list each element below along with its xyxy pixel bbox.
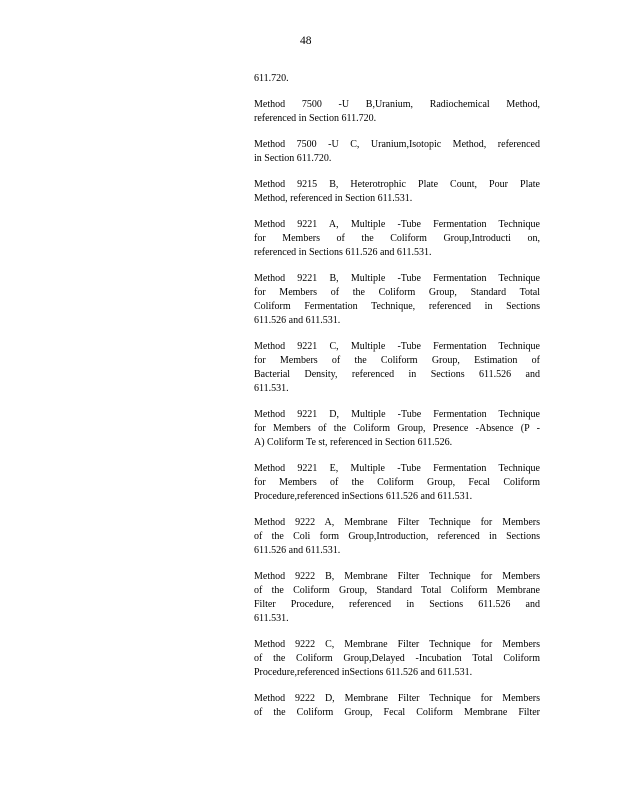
paragraph-line: Procedure,referenced inSections 611.526 and 611.531. [254,667,473,678]
paragraph-line: of the Coliform Group, Fecal Coliform Membrane Filter [254,707,540,718]
paragraph-line: 611.531. [254,613,289,624]
paragraph-line: for Members of the Coliform Group, Standard Total [254,287,540,298]
paragraph-line: Method 9222 D, Membrane Filter Technique for Members [254,693,540,704]
paragraph-line: Method 9222 B, Membrane Filter Technique for Members [254,571,540,582]
paragraph-line: Method 9221 C, Multiple -Tube Fermentation Technique [254,341,540,352]
paragraph-line: Coliform Fermentation Technique, referenced in Sections [254,301,540,312]
reference-paragraph [254,570,540,626]
reference-paragraph [254,98,540,126]
reference-paragraph [254,272,540,328]
document-body [254,72,540,732]
reference-paragraph [254,692,540,720]
paragraph-line: Procedure,referenced inSections 611.526 and 611.531. [254,491,473,502]
paragraph-line: Method 9222 C, Membrane Filter Technique for Members [254,639,540,650]
paragraph-line: Method 9221 A, Multiple -Tube Fermentation Technique [254,219,540,230]
paragraph-line: 611.531. [254,383,289,394]
paragraph-line: Method 9221 D, Multiple -Tube Fermentation Technique [254,409,540,420]
paragraph-line: Method 9221 B, Multiple -Tube Fermentation Technique [254,273,540,284]
paragraph-line: Filter Procedure, referenced in Sections 611.526 and [254,599,540,610]
paragraph-line: A) Coliform Te st, referenced in Section 611.526. [254,437,453,448]
reference-paragraph [254,638,540,680]
paragraph-line: 611.720. [254,73,289,84]
paragraph-line: 611.526 and 611.531. [254,545,341,556]
paragraph-line: Method 9215 B, Heterotrophic Plate Count, Pour Plate [254,179,540,190]
paragraph-line: referenced in Section 611.720. [254,113,377,124]
paragraph-line: in Section 611.720. [254,153,332,164]
reference-paragraph [254,408,540,450]
reference-paragraph [254,340,540,396]
paragraph-line: 611.526 and 611.531. [254,315,341,326]
paragraph-line: referenced in Sections 611.526 and 611.531. [254,247,432,258]
paragraph-line: for Members of the Coliform Group, Estimation of [254,355,540,366]
reference-paragraph [254,138,540,166]
paragraph-line: of the Coliform Group, Standard Total Coliform Membrane [254,585,540,596]
reference-paragraph [254,72,540,86]
paragraph-line: of the Coli form Group,Introduction, referenced in Sections [254,531,540,542]
paragraph-line: of the Coliform Group,Delayed -Incubation Total Coliform [254,653,540,664]
paragraph-line: for Members of the Coliform Group,Introducti on, [254,233,540,244]
reference-paragraph [254,218,540,260]
paragraph-line: Method 9221 E, Multiple -Tube Fermentation Technique [254,463,540,474]
paragraph-line: for Members of the Coliform Group, Fecal Coliform [254,477,540,488]
paragraph-line: Bacterial Density, referenced in Sections 611.526 and [254,369,540,380]
paragraph-line: Method 7500 -U B,Uranium, Radiochemical Method, [254,99,540,110]
reference-paragraph [254,516,540,558]
page-number: 48 [300,35,312,47]
paragraph-line: Method 9222 A, Membrane Filter Technique for Members [254,517,540,528]
paragraph-line: Method, referenced in Section 611.531. [254,193,413,204]
paragraph-line: for Members of the Coliform Group, Presence -Absence (P - [254,423,540,434]
reference-paragraph [254,178,540,206]
paragraph-line: Method 7500 -U C, Uranium,Isotopic Method, referenced [254,139,540,150]
reference-paragraph [254,462,540,504]
